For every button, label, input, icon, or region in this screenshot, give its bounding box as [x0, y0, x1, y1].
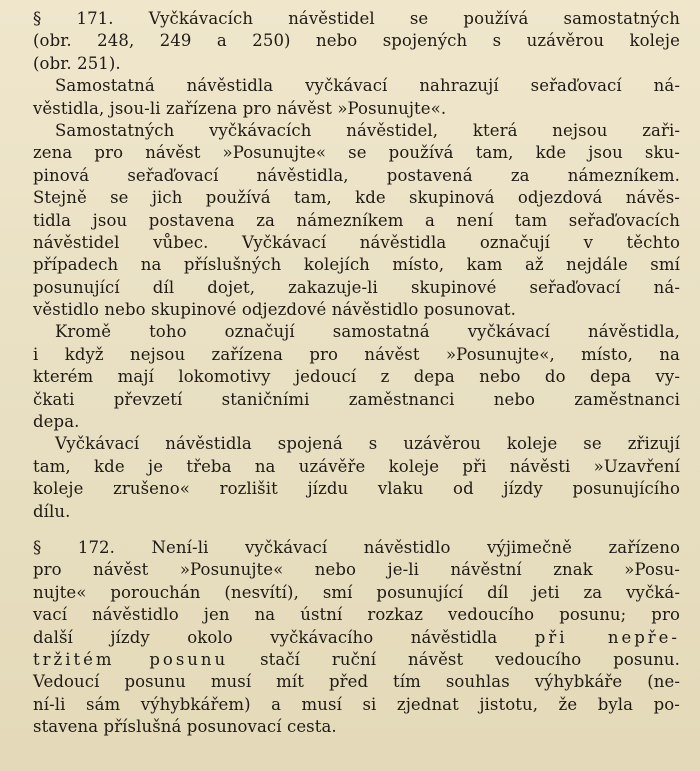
text-line: Vedoucí posunu musí mít před tím souhlas výhybkáře (ne-: [33, 672, 680, 692]
text-line: zena pro návěst »Posunujte« se používá tam, kde jsou sku-: [33, 143, 680, 163]
text-line: (obr. 248, 249 a 250) nebo spojených s uzávěrou koleje: [33, 31, 680, 51]
text-line: nujte« porouchán (nesvítí), smí posunující díl jeti za vyčká-: [33, 582, 680, 602]
paragraph: [33, 433, 680, 523]
text-fragment: další jízdy okolo vyčkávacího návěstidla: [33, 627, 498, 647]
text-line: tidla jsou postavena za námezníkem a není tam seřaďovacích: [33, 210, 680, 230]
text-line: věstidlo nebo skupinové odjezdové návěstidlo posunovat.: [33, 300, 516, 320]
text-line: případech na příslušných kolejích místo, kam až nejdále smí: [33, 255, 680, 275]
text-line: § 171. Vyčkávacích návěstidel se používá samostatných: [33, 9, 680, 28]
section-171: [33, 8, 680, 75]
text-line: věstidla, jsou-li zařízena pro návěst »Posunujte«.: [33, 98, 447, 118]
text-line: návěstidel vůbec. Vyčkávací návěstidla označují v těchto: [33, 232, 680, 252]
text-line: posunující díl dojet, zakazuje-li skupinové seřaďovací ná-: [33, 277, 680, 297]
text-line: ní-li sám výhybkářem) a musí si zjednat jistotu, že byla po-: [33, 694, 680, 714]
text-line: [33, 649, 680, 671]
text-line: Samostatných vyčkávacích návěstidel, která nejsou zaři-: [55, 120, 680, 140]
spaced-text: tržitém posunu: [33, 649, 229, 669]
text-line: tam, kde je třeba na uzávěře koleje při návěsti »Uzavření: [33, 456, 680, 476]
text-line: Kromě toho označují samostatná vyčkávací návěstidla,: [55, 322, 680, 342]
text-line: koleje zrušeno« rozlišit jízdu vlaku od jízdy posunujícího: [33, 479, 680, 499]
section-gap: [33, 523, 680, 537]
text-line: dílu.: [33, 501, 71, 521]
text-line: čkati převzetí staničními zaměstnanci nebo zaměstnanci: [33, 389, 680, 409]
text-line: pinová seřaďovací návěstidla, postavená za námezníkem.: [33, 165, 680, 185]
text-line: § 172. Není-li vyčkávací návěstidlo výjimečně zařízeno: [33, 537, 680, 557]
text-line: Vyčkávací návěstidla spojená s uzávěrou koleje se zřizují: [55, 434, 680, 454]
spaced-text: při nepře-: [534, 627, 680, 647]
text-line: pro návěst »Posunujte« nebo je-li návěstní znak »Posu-: [33, 560, 680, 580]
text-line: stavena příslušná posunovací cesta.: [33, 717, 337, 737]
text-fragment: stačí ruční návěst vedoucího posunu.: [260, 649, 680, 669]
text-line: i když nejsou zařízena pro návěst »Posunujte«, místo, na: [33, 344, 680, 364]
paragraph: [33, 321, 680, 433]
section-172: [33, 537, 680, 739]
text-line: Samostatná návěstidla vyčkávací nahrazují seřaďovací ná-: [55, 76, 680, 96]
paragraph: [33, 120, 680, 322]
text-line: vací návěstidlo jen na ústní rozkaz vedoucího posunu; pro: [33, 605, 680, 625]
text-line: Stejně se jich používá tam, kde skupinová odjezdová návěs-: [33, 188, 680, 208]
text-line: depa.: [33, 412, 80, 432]
text-line: [33, 627, 680, 649]
text-line: (obr. 251).: [33, 53, 121, 73]
text-line: kterém mají lokomotivy jedoucí z depa nebo do depa vy-: [33, 367, 680, 387]
paragraph: [33, 75, 680, 120]
